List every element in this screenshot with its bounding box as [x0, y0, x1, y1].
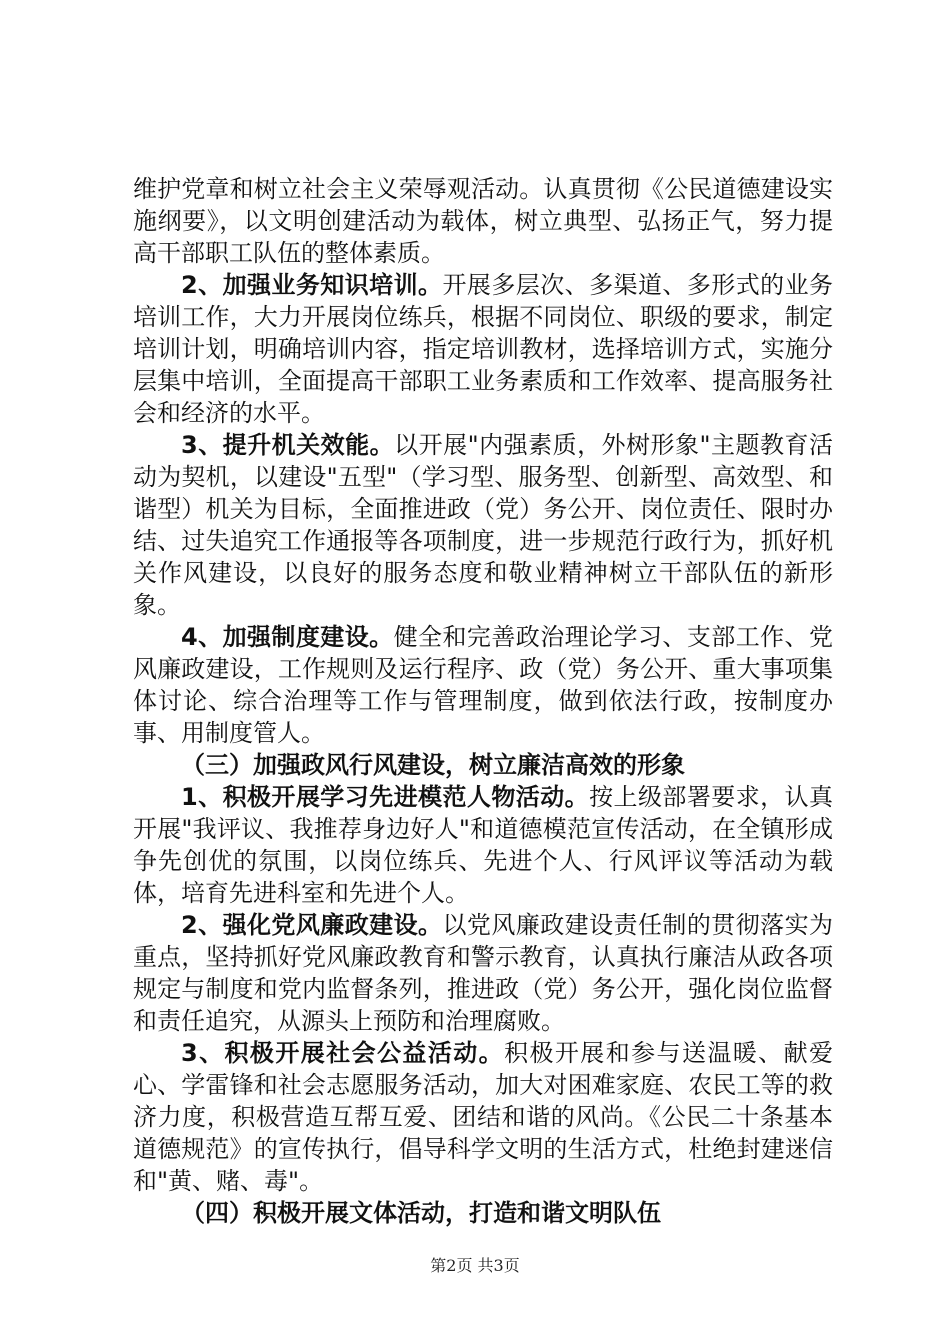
document-body: [133, 173, 833, 1229]
page-footer: [0, 1256, 950, 1276]
paragraph-text: 以开展"内强素质，外树形象"主题教育活动为契机，以建设"五型"（学习型、服务型、创新型、高效型、和谐型）机关为目标，全面推进政（党）务公开、岗位责任、限时办结、过失追究工作通报等各项制度，进一步规范行政行为，抓好机关作风建设，以良好的服务态度和敬业精神树立干部队伍的新形象。: [133, 431, 833, 619]
paragraph-text: 开展多层次、多渠道、多形式的业务培训工作，大力开展岗位练兵，根据不同岗位、职级的要求，制定培训计划，明确培训内容，指定培训教材，选择培训方式，实施分层集中培训，全面提高干部职工业务素质和工作效率、提高服务社会和经济的水平。: [133, 271, 834, 427]
paragraph-lead: 1、积极开展学习先进模范人物活动。: [181, 783, 590, 811]
paragraph-system: [133, 621, 833, 749]
paragraph-text: 维护党章和树立社会主义荣辱观活动。认真贯彻《公民道德建设实施纲要》，以文明创建活动为载体，树立典型、弘扬正气，努力提高干部职工队伍的整体素质。: [133, 175, 833, 267]
paragraph-continuation: [133, 173, 833, 269]
paragraph-lead: 2、强化党风廉政建设。: [181, 911, 443, 939]
paragraph-integrity: [133, 909, 833, 1037]
paragraph-role-models: [133, 781, 833, 909]
page-number: 第2页 共3页: [430, 1256, 520, 1275]
paragraph-training: [133, 269, 833, 429]
paragraph-text: 积极开展和参与送温暖、献爱心、学雷锋和社会志愿服务活动，加大对困难家庭、农民工等的救济力度，积极营造互帮互爱、团结和谐的风尚。《公民二十条基本道德规范》的宣传执行，倡导科学文明的生活方式，杜绝封建迷信和"黄、赌、毒"。: [133, 1039, 834, 1195]
paragraph-efficiency: [133, 429, 833, 621]
paragraph-lead: 2、加强业务知识培训。: [181, 271, 443, 299]
paragraph-lead: 4、加强制度建设。: [181, 623, 394, 651]
paragraph-public-welfare: [133, 1037, 833, 1197]
section-heading-4: （四）积极开展文体活动，打造和谐文明队伍: [181, 1199, 661, 1227]
paragraph-lead: 3、积极开展社会公益活动。: [181, 1039, 505, 1067]
paragraph-text: 按上级部署要求，认真开展"我评议、我推荐身边好人"和道德模范宣传活动，在全镇形成争先创优的氛围，以岗位练兵、先进个人、行风评议等活动为载体，培育先进科室和先进个人。: [133, 783, 834, 907]
paragraph-text: 健全和完善政治理论学习、支部工作、党风廉政建设，工作规则及运行程序、政（党）务公开、重大事项集体讨论、综合治理等工作与管理制度，做到依法行政，按制度办事、用制度管人。: [133, 623, 833, 747]
paragraph-text: 以党风廉政建设责任制的贯彻落实为重点，坚持抓好党风廉政教育和警示教育，认真执行廉洁从政各项规定与制度和党内监督条列，推进政（党）务公开，强化岗位监督和责任追究，从源头上预防和治理腐败。: [133, 911, 834, 1035]
section-heading-3: （三）加强政风行风建设，树立廉洁高效的形象: [181, 751, 685, 779]
paragraph-lead: 3、提升机关效能。: [181, 431, 395, 459]
